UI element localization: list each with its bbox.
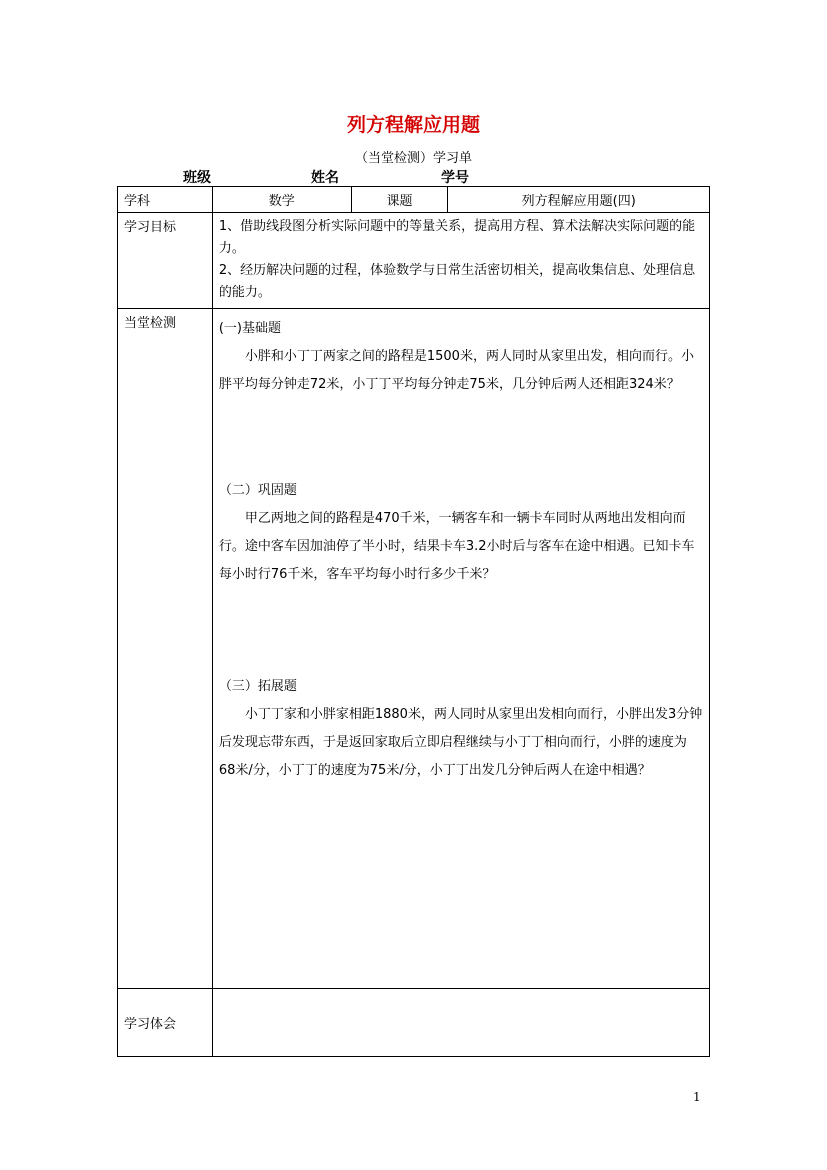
topic-label: 课题	[351, 187, 448, 213]
name-label: 姓名	[311, 170, 339, 186]
question-consolidate: 甲乙两地之间的路程是470千米，一辆客车和一辆卡车同时从两地出发相向而行。途中客车因加油停了半小时，结果卡车3.2小时后与客车在途中相遇。已知卡车每小时行76千米，客车平均每小时行多少千米？	[218, 511, 695, 582]
document-subtitle: （当堂检测）学习单	[354, 151, 472, 166]
goal-item: 1、借助线段图分析实际问题中的等量关系，提高用方程、算术法解决实际问题的能力。	[218, 219, 696, 256]
header-row	[118, 187, 710, 213]
student-info-line	[183, 167, 569, 187]
check-content	[212, 309, 709, 989]
question-extend: 小丁丁家和小胖家相距1880米，两人同时从家里出发相向而行，小胖出发3分钟后发现忘带东西，于是返回家取后立即启程继续与小丁丁相向而行，小胖的速度为68米/分，小丁丁的速度为75米/分，小丁丁出发几分钟后两人在途中相遇？	[218, 707, 703, 778]
topic-value: 列方程解应用题(四)	[448, 187, 710, 213]
goals-content	[212, 213, 709, 309]
reflection-row	[118, 989, 710, 1057]
reflection-label: 学习体会	[118, 989, 213, 1057]
check-row	[118, 309, 710, 989]
goals-label: 学习目标	[118, 213, 213, 309]
document-title: 列方程解应用题	[346, 114, 480, 136]
reflection-content[interactable]	[212, 989, 709, 1057]
section-basic-title: (一)基础题	[218, 321, 282, 336]
worksheet-table	[117, 186, 710, 1057]
check-label: 当堂检测	[118, 309, 213, 989]
subject-value: 数学	[212, 187, 351, 213]
name-field[interactable]	[339, 171, 441, 187]
subject-label: 学科	[118, 187, 213, 213]
class-label: 班级	[183, 170, 211, 186]
section-consolidate-title: （二）巩固题	[218, 483, 297, 498]
answer-space[interactable]	[219, 785, 703, 909]
goal-item: 2、经历解决问题的过程，体验数学与日常生活密切相关，提高收集信息、处理信息的能力。	[218, 263, 696, 300]
answer-space[interactable]	[219, 589, 703, 673]
goals-row	[118, 213, 710, 309]
question-basic: 小胖和小丁丁两家之间的路程是1500米，两人同时从家里出发，相向而行。小胖平均每分钟走72米，小丁丁平均每分钟走75米，几分钟后两人还相距324米？	[218, 349, 694, 392]
class-field[interactable]	[211, 171, 311, 187]
page-number: 1	[693, 1090, 701, 1104]
id-field[interactable]	[469, 171, 569, 187]
section-extend-title: （三）拓展题	[218, 679, 297, 694]
id-label: 学号	[441, 170, 469, 186]
answer-space[interactable]	[219, 399, 703, 477]
